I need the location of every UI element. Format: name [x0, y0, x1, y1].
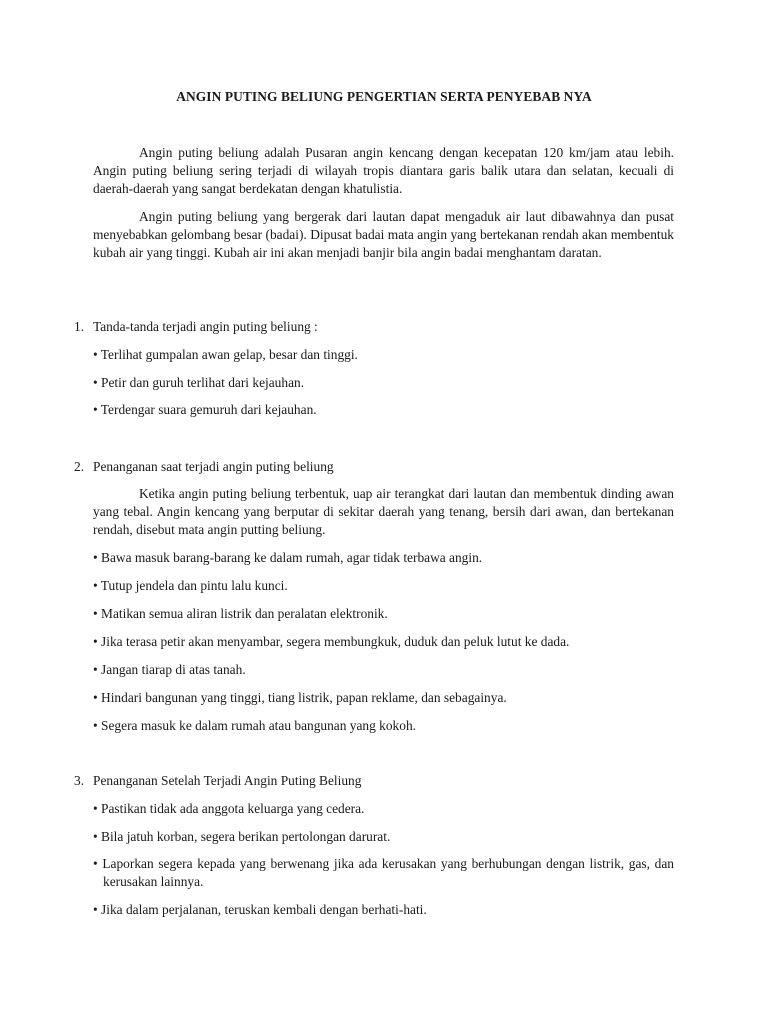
section-paragraph: Ketika angin puting beliung terbentuk, uap air terangkat dari lautan dan membentuk dinding awan yang tebal. Angin kencang yang berputar di sekitar daerah yang tenang, bersih dari awan, dan bertekanan rendah, disebut mata angin putting beliung.	[93, 486, 674, 537]
section-number: 1.	[74, 319, 85, 334]
list-item: • Tutup jendela dan pintu lalu kunci.	[93, 578, 288, 593]
section-heading	[74, 772, 674, 790]
list-item: • Hindari bangunan yang tinggi, tiang listrik, papan reklame, dan sebagainya.	[93, 690, 507, 705]
list-item: • Pastikan tidak ada anggota keluarga yang cedera.	[93, 801, 365, 816]
list-item: • Bawa masuk barang-barang ke dalam rumah, agar tidak terbawa angin.	[93, 550, 483, 565]
section-number: 3.	[74, 773, 85, 788]
list-item: • Jika terasa petir akan menyambar, segera membungkuk, duduk dan peluk lutut ke dada.	[93, 634, 570, 649]
list-item: • Jika dalam perjalanan, teruskan kembali dengan berhati-hati.	[93, 902, 427, 917]
list-item: • Laporkan segera kepada yang berwenang jika ada kerusakan yang berhubungan dengan listrik, gas, dan kerusakan lainnya.	[93, 856, 674, 889]
section-heading	[74, 318, 674, 336]
intro-paragraph: Angin puting beliung yang bergerak dari lautan dapat mengaduk air laut dibawahnya dan pusat menyebabkan gelombang besar (badai). Dipusat badai mata angin yang bertekanan rendah akan membentuk kubah air yang tinggi. Kubah air ini akan menjadi banjir bila angin badai menghantam daratan.	[93, 209, 674, 260]
list-item: • Segera masuk ke dalam rumah atau bangunan yang kokoh.	[93, 718, 416, 733]
list-item: • Terlihat gumpalan awan gelap, besar dan tinggi.	[93, 347, 358, 362]
list-item: • Petir dan guruh terlihat dari kejauhan.	[93, 375, 305, 390]
document-title: ANGIN PUTING BELIUNG PENGERTIAN SERTA PENYEBAB NYA	[176, 89, 592, 104]
list-item: • Terdengar suara gemuruh dari kejauhan.	[93, 402, 317, 417]
list-item: • Bila jatuh korban, segera berikan pertolongan darurat.	[93, 829, 391, 844]
intro-paragraph: Angin puting beliung adalah Pusaran angin kencang dengan kecepatan 120 km/jam atau lebih. Angin puting beliung sering terjadi di wilayah tropis diantara garis balik utara dan selatan, kecuali di daerah-daerah yang sangat berdekatan dengan khatulistia.	[93, 145, 674, 196]
section-number: 2.	[74, 459, 85, 474]
section-heading	[74, 458, 674, 476]
list-item: • Jangan tiarap di atas tanah.	[93, 662, 246, 677]
section-heading-text: Tanda-tanda terjadi angin puting beliung :	[93, 319, 318, 334]
list-item: • Matikan semua aliran listrik dan peralatan elektronik.	[93, 606, 388, 621]
section-heading-text: Penanganan saat terjadi angin puting beliung	[93, 459, 334, 474]
section-heading-text: Penanganan Setelah Terjadi Angin Puting Beliung	[93, 773, 362, 788]
